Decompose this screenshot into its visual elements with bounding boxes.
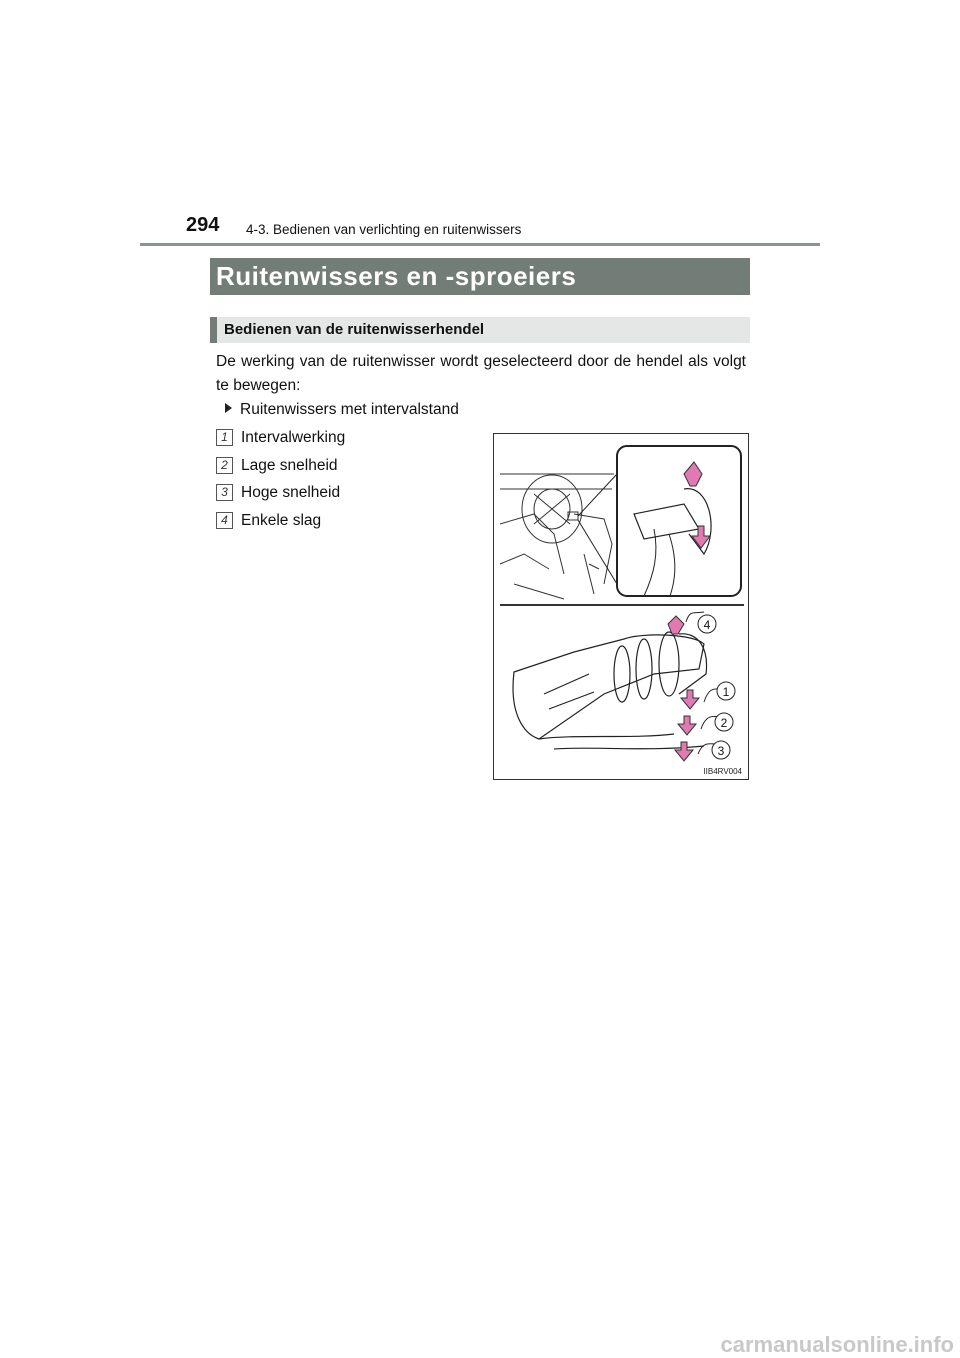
item-label: Hoge snelheid — [241, 484, 341, 501]
item-number: 2 — [216, 457, 233, 474]
item-number: 3 — [216, 484, 233, 501]
section-title: Ruitenwissers en -sproeiers — [216, 261, 577, 291]
callout-3: 3 — [717, 744, 725, 758]
figure-code: IIB4RV004 — [703, 767, 742, 776]
callout-1: 1 — [722, 685, 730, 699]
list-item — [216, 512, 321, 530]
illustration-drawing — [494, 434, 750, 781]
item-number: 4 — [216, 512, 233, 529]
wiper-lever-illustration — [493, 433, 749, 780]
list-item — [216, 457, 338, 475]
wiper-lever-drawing — [513, 632, 707, 749]
section-title-bar — [210, 258, 750, 295]
callout-4: 4 — [703, 618, 711, 632]
direction-arrow-icon — [684, 462, 702, 486]
page-number: 294 — [186, 214, 220, 236]
item-number: 1 — [216, 429, 233, 446]
callout-circles — [698, 615, 735, 759]
inset-arrows — [684, 462, 710, 548]
direction-arrow-icon — [675, 742, 693, 761]
watermark — [0, 1332, 960, 1358]
intro-paragraph: De werking van de ruitenwisser wordt geselecteerd door de hendel als volgt te bewegen: — [216, 353, 746, 394]
header-divider — [140, 243, 820, 246]
subsection-title: Bedienen van de ruitenwisserhendel — [224, 321, 485, 338]
direction-arrow-icon — [678, 716, 696, 735]
callout-2: 2 — [720, 716, 728, 730]
callout-leaders — [686, 612, 722, 754]
car-interior-sketch — [500, 474, 614, 599]
list-item — [216, 484, 340, 502]
direction-arrow-icon — [681, 690, 699, 709]
subsection-title-bar — [210, 317, 750, 343]
zoom-inset — [578, 446, 741, 596]
list-item — [216, 429, 345, 447]
watermark-text: carmanualsonline.info — [720, 1332, 954, 1357]
bullet-text: Ruitenwissers met intervalstand — [240, 401, 459, 418]
item-label: Lage snelheid — [241, 457, 338, 474]
chapter-title: 4-3. Bedienen van verlichting en ruitenwissers — [246, 222, 522, 237]
bullet-item — [225, 401, 459, 419]
subsection-accent — [210, 317, 217, 343]
triangle-bullet-icon — [225, 403, 232, 413]
direction-arrow-icon — [668, 616, 684, 634]
item-label: Enkele slag — [241, 512, 322, 529]
item-label: Intervalwerking — [241, 429, 346, 446]
